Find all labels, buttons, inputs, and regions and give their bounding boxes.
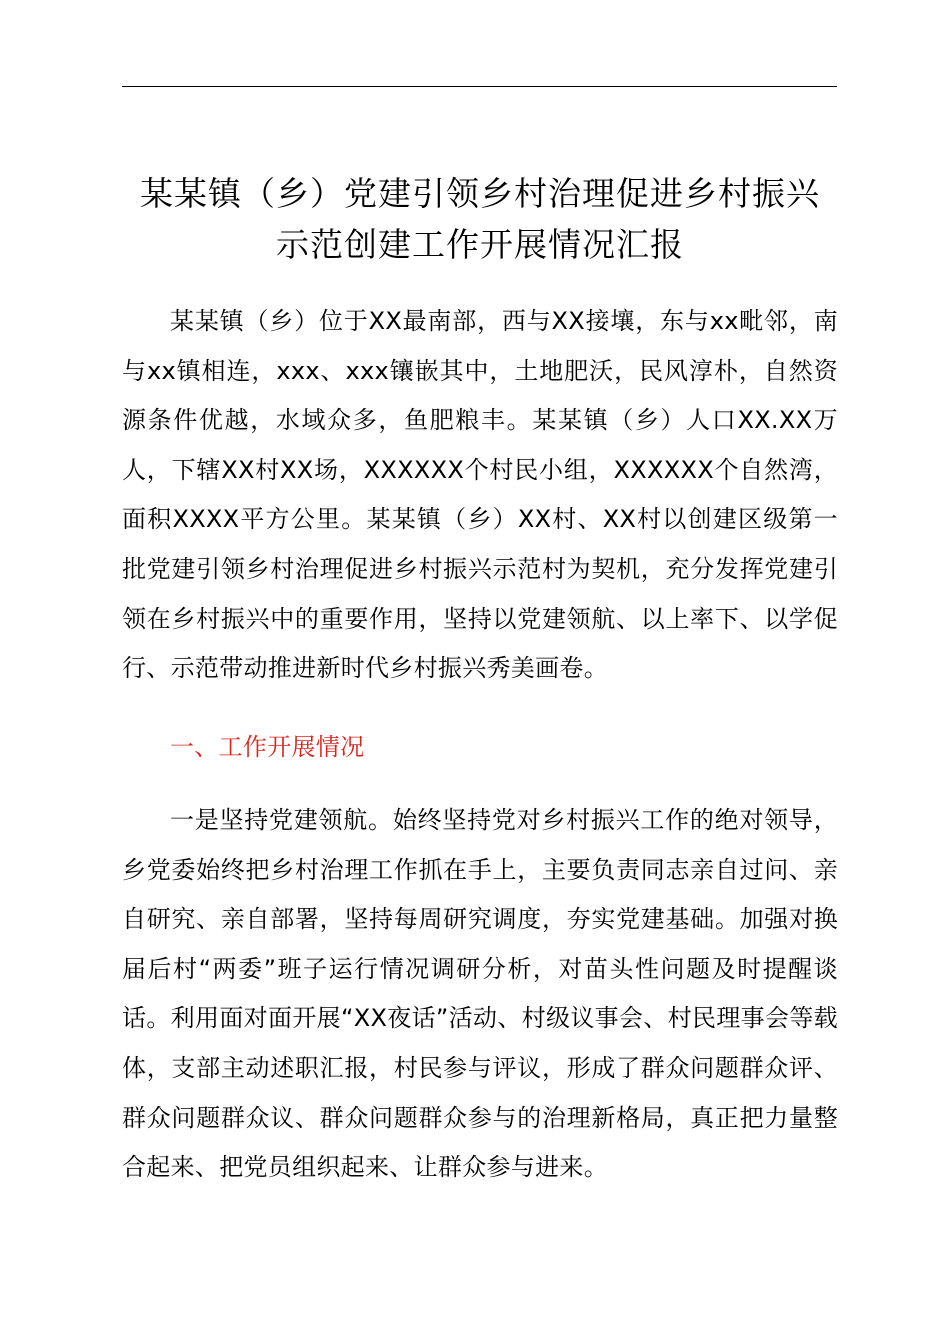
title-line-2: 示范创建工作开展情况汇报 — [276, 225, 684, 265]
section-paragraph: 一是坚持党建领航。始终坚持党对乡村振兴工作的绝对领导，乡党委始终把乡村治理工作抓在手上，主要负责同志亲自过问、亲自研究、亲自部署，坚持每周研究调度，夯实党建基础。加强对换届后村“两委”班子运行情况调研分析，对苗头性问题及时提醒谈话。利用面对面开展“XX夜话”活动、村级议事会、村民理事会等载体，支部主动述职汇报，村民参与评议，形成了群众问题群众评、群众问题群众议、群众问题群众参与的治理新格局，真正把力量整合起来、把党员组织起来、让群众参与进来。 — [122, 806, 838, 1182]
document-title — [100, 168, 860, 270]
section-heading: 一、工作开展情况 — [170, 733, 365, 761]
intro-paragraph: 某某镇（乡）位于XX最南部，西与XX接壤，东与xx毗邻，南与xx镇相连，xxx、xxx镶嵌其中，土地肥沃，民风淳朴，自然资源条件优越，水域众多，鱼肥粮丰。某某镇（乡）人口XX.XX万人，下辖XX村XX场，XXXXXX个村民小组，XXXXXX个自然湾，面积XXXX平方公里。某某镇（乡）XX村、XX村以创建区级第一批党建引领乡村治理促进乡村振兴示范村为契机，充分发挥党建引领在乡村振兴中的重要作用，坚持以党建领航、以上率下、以学促行、示范带动推进新时代乡村振兴秀美画卷。 — [122, 307, 838, 683]
header-rule — [122, 86, 837, 87]
title-line-1: 某某镇（乡）党建引领乡村治理促进乡村振兴 — [140, 174, 820, 214]
